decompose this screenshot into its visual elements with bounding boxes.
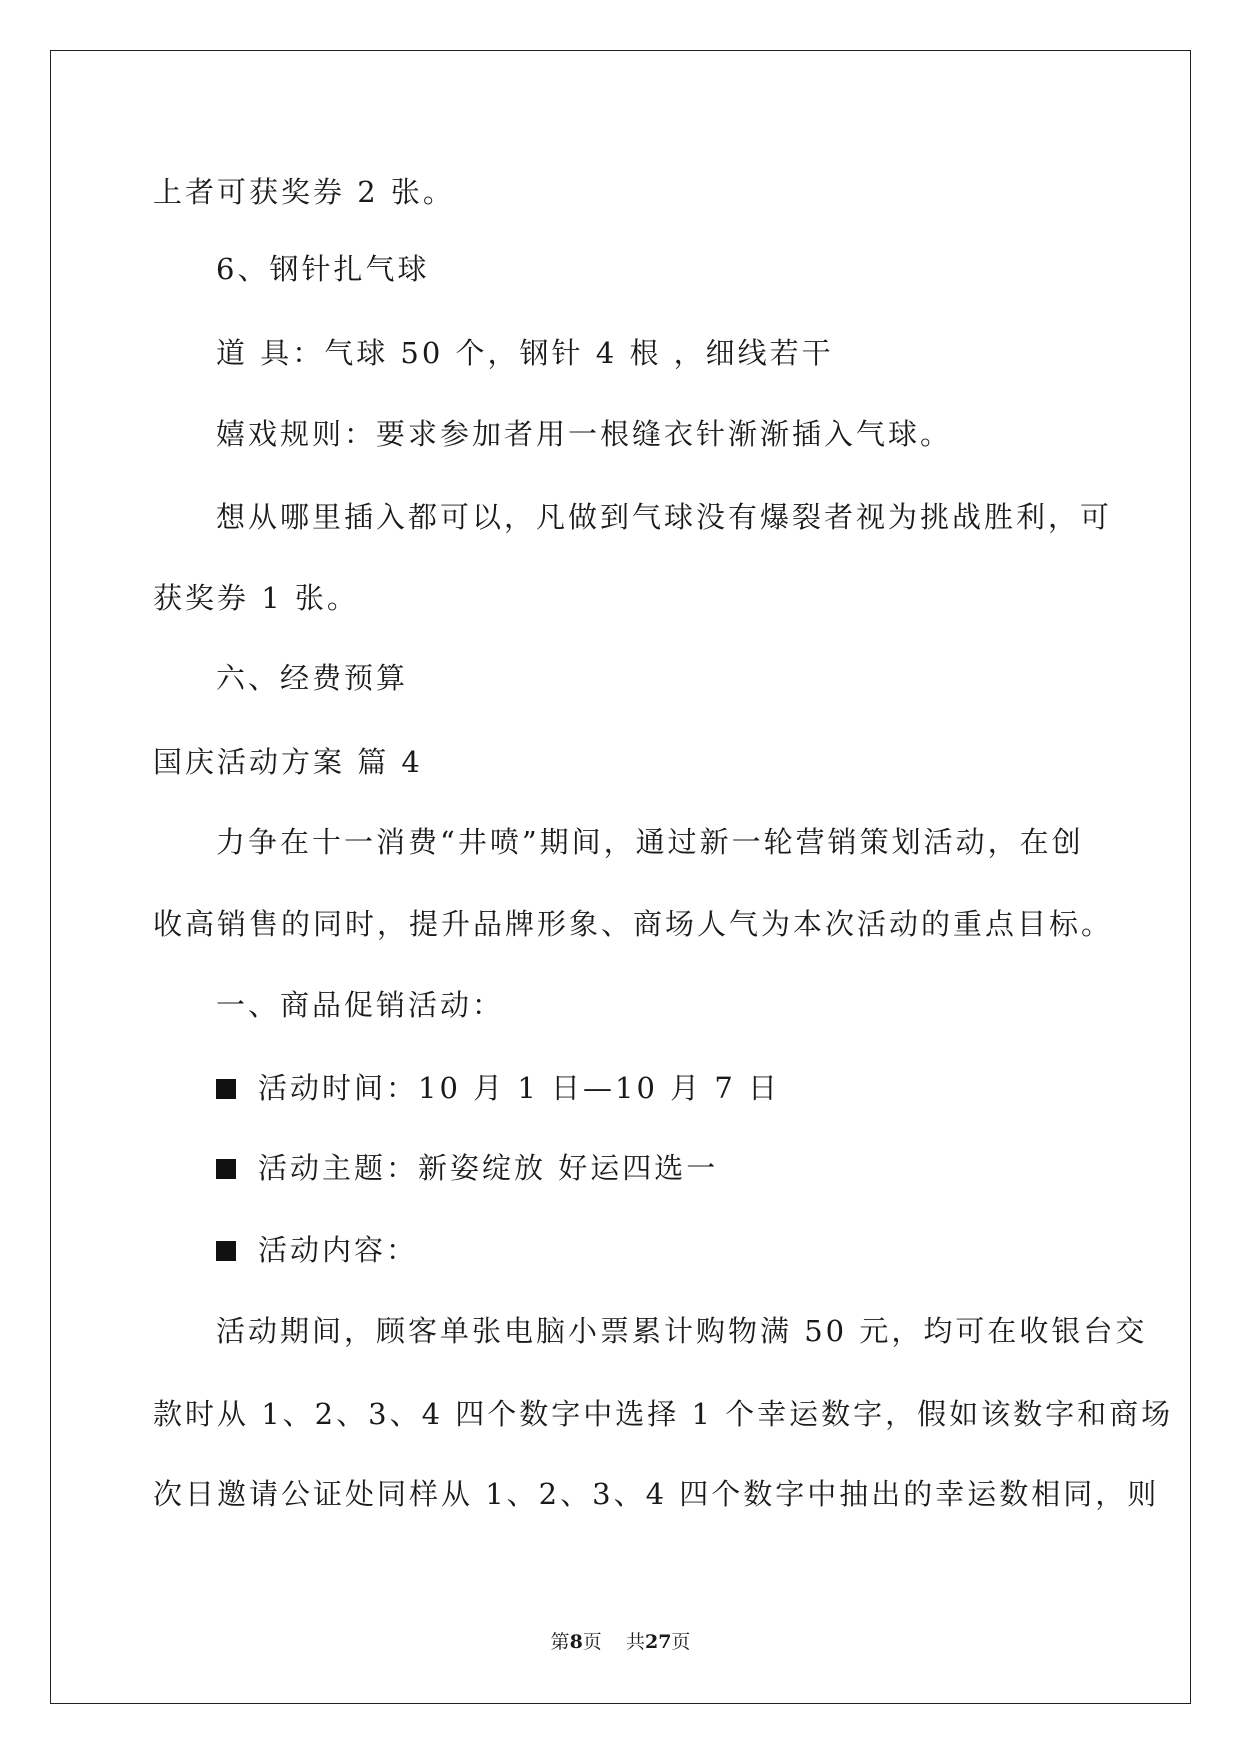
bullet-item: 活动主题：新姿绽放 好运四选一: [216, 1148, 1241, 1188]
text-line: 获奖券 1 张。: [153, 581, 359, 615]
square-bullet-icon: [216, 1079, 236, 1099]
text-line: 道 具：气球 50 个，钢针 4 根 ，细线若干: [216, 336, 834, 370]
text-line: 力争在十一消费“井喷”期间，通过新一轮营销策划活动，在创: [216, 825, 1084, 859]
text-line: 上者可获奖券 2 张。: [153, 175, 455, 209]
section-heading: 6、钢针扎气球: [216, 252, 430, 286]
bullet-item: 活动时间：10 月 1 日—10 月 7 日: [216, 1068, 1241, 1108]
text-line: 次日邀请公证处同样从 1、2、3、4 四个数字中抽出的幸运数相同，则: [153, 1477, 1160, 1511]
bullet-item: 活动内容：: [216, 1230, 1241, 1270]
text-line: 收高销售的同时，提升品牌形象、商场人气为本次活动的重点目标。: [153, 907, 1114, 941]
page-footer: 第8页 共27页: [550, 1631, 691, 1653]
current-page-number: 8: [569, 1631, 583, 1653]
total-pages-number: 27: [644, 1631, 672, 1653]
text-line: 活动期间，顾客单张电脑小票累计购物满 50 元，均可在收银台交: [216, 1314, 1148, 1348]
square-bullet-icon: [216, 1159, 236, 1179]
text-line: 嬉戏规则：要求参加者用一根缝衣针渐渐插入气球。: [216, 417, 953, 451]
square-bullet-icon: [216, 1241, 236, 1261]
section-heading: 一、商品促销活动：: [216, 988, 505, 1022]
text-line: 想从哪里插入都可以，凡做到气球没有爆裂者视为挑战胜利，可: [216, 500, 1113, 534]
text-line: 款时从 1、2、3、4 四个数字中选择 1 个幸运数字，假如该数字和商场: [153, 1397, 1174, 1431]
page-border: [50, 50, 1191, 1704]
section-heading: 六、经费预算: [216, 661, 409, 695]
article-title: 国庆活动方案 篇 4: [153, 745, 423, 779]
